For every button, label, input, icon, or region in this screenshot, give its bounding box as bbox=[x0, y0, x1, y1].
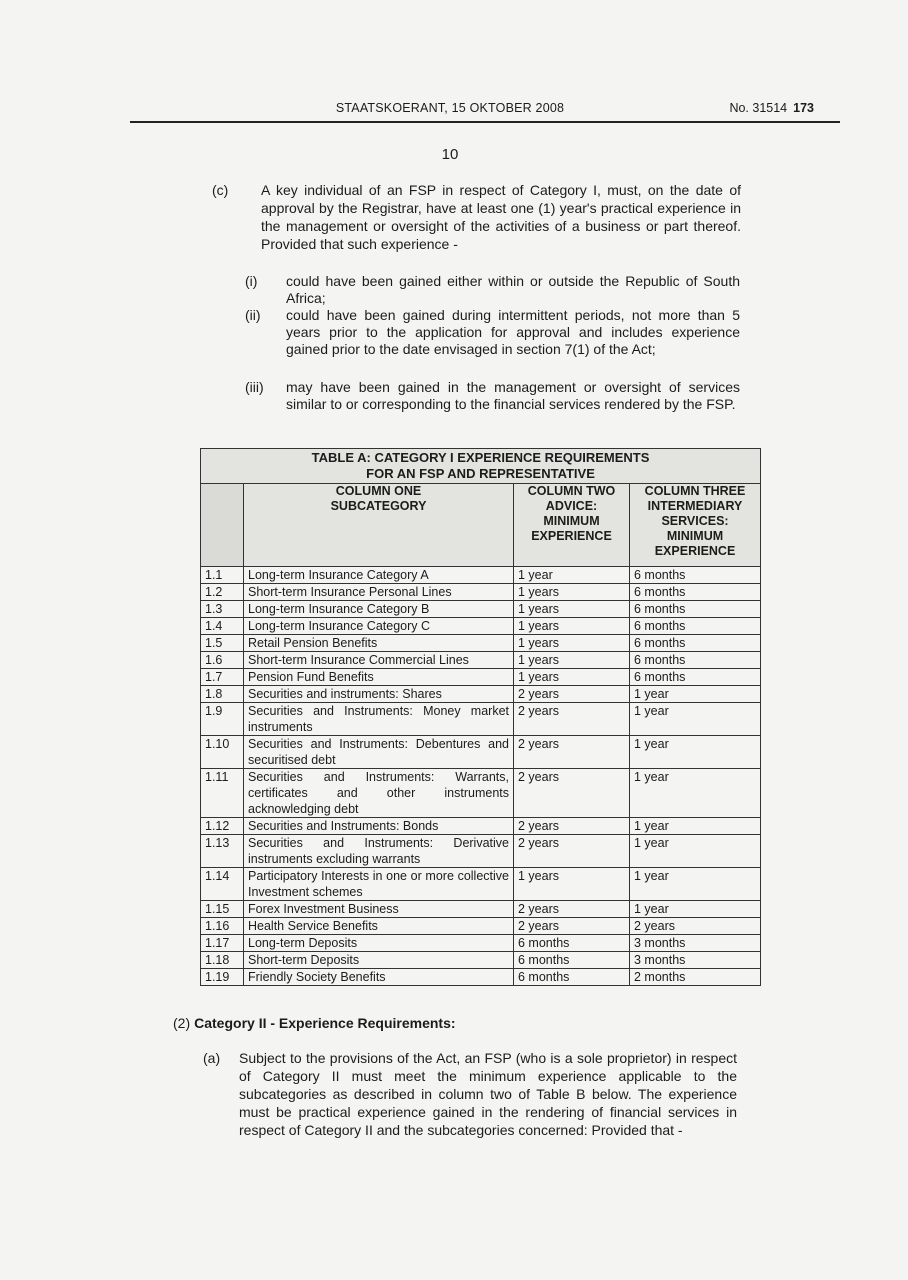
subitem-text: may have been gained in the management or oversight of services similar to or corresponding to the financial services rendered by the FSP. bbox=[286, 379, 740, 412]
advice-experience: 6 months bbox=[514, 952, 630, 969]
header-line: INTERMEDIARY bbox=[647, 499, 743, 513]
gazette-page-number: 173 bbox=[793, 101, 814, 115]
subitem-text: could have been gained during intermittent periods, not more than 5 years prior to the application for approval and includes experience gained prior to the date envisaged in section 7(1) of the Act; bbox=[286, 307, 740, 357]
intermediary-experience: 1 year bbox=[630, 818, 761, 835]
subcategory-name: Securities and instruments: Shares bbox=[244, 686, 514, 703]
header-line: COLUMN TWO bbox=[527, 484, 616, 498]
advice-experience: 2 years bbox=[514, 703, 630, 736]
intermediary-experience: 6 months bbox=[630, 567, 761, 584]
subcategory-number: 1.8 bbox=[201, 686, 244, 703]
section-title: Category II - Experience Requirements: bbox=[194, 1015, 456, 1031]
intermediary-experience: 6 months bbox=[630, 652, 761, 669]
subcategory-name: Securities and Instruments: Bonds bbox=[244, 818, 514, 835]
intermediary-experience: 1 year bbox=[630, 769, 761, 818]
subcategory-number: 1.15 bbox=[201, 901, 244, 918]
header-num-cell bbox=[201, 484, 244, 567]
subcategory-number: 1.14 bbox=[201, 868, 244, 901]
header-line: MINIMUM bbox=[543, 514, 600, 528]
intermediary-experience: 2 months bbox=[630, 969, 761, 986]
advice-experience: 6 months bbox=[514, 935, 630, 952]
table-row bbox=[201, 969, 761, 986]
intermediary-experience: 1 year bbox=[630, 686, 761, 703]
table-row bbox=[201, 618, 761, 635]
intermediary-experience: 6 months bbox=[630, 601, 761, 618]
intermediary-experience: 1 year bbox=[630, 736, 761, 769]
advice-experience: 1 years bbox=[514, 652, 630, 669]
header-line: COLUMN ONE bbox=[335, 484, 422, 498]
advice-experience: 2 years bbox=[514, 769, 630, 818]
advice-experience: 2 years bbox=[514, 736, 630, 769]
column-one-header bbox=[244, 484, 514, 567]
table-title-row bbox=[201, 449, 761, 484]
intermediary-experience: 6 months bbox=[630, 669, 761, 686]
subitem-label: (ii) bbox=[245, 307, 261, 323]
subcategory-name: Securities and Instruments: Derivative instruments excluding warrants bbox=[244, 835, 514, 868]
page-number: 10 bbox=[441, 146, 459, 163]
advice-experience: 6 months bbox=[514, 969, 630, 986]
intermediary-experience: 1 year bbox=[630, 868, 761, 901]
subcategory-number: 1.7 bbox=[201, 669, 244, 686]
intermediary-experience: 3 months bbox=[630, 952, 761, 969]
subcategory-name: Short-term Deposits bbox=[244, 952, 514, 969]
subcategory-number: 1.2 bbox=[201, 584, 244, 601]
header-line: MINIMUM bbox=[666, 529, 724, 543]
column-two-header bbox=[514, 484, 630, 567]
table-row bbox=[201, 818, 761, 835]
advice-experience: 2 years bbox=[514, 686, 630, 703]
advice-experience: 2 years bbox=[514, 901, 630, 918]
gazette-title: STAATSKOERANT, 15 OKTOBER 2008 bbox=[335, 101, 565, 115]
intermediary-experience: 6 months bbox=[630, 618, 761, 635]
subcategory-name: Long-term Insurance Category A bbox=[244, 567, 514, 584]
column-three-header bbox=[630, 484, 761, 567]
subcategory-number: 1.3 bbox=[201, 601, 244, 618]
table-row bbox=[201, 652, 761, 669]
subcategory-number: 1.6 bbox=[201, 652, 244, 669]
subcategory-name: Long-term Insurance Category C bbox=[244, 618, 514, 635]
paragraph-text: A key individual of an FSP in respect of Category I, must, on the date of approval by the Registrar, have at least one (1) year's practical experience in the management or oversight of the activities of a business or part thereof. Provided that such experience - bbox=[261, 182, 741, 252]
header-rule bbox=[130, 121, 840, 123]
header-line: EXPERIENCE bbox=[654, 544, 736, 558]
header-line: SUBCATEGORY bbox=[330, 499, 427, 513]
subcategory-name: Friendly Society Benefits bbox=[244, 969, 514, 986]
advice-experience: 1 years bbox=[514, 868, 630, 901]
subcategory-number: 1.19 bbox=[201, 969, 244, 986]
table-row bbox=[201, 868, 761, 901]
header-line: COLUMN THREE bbox=[644, 484, 746, 498]
advice-experience: 1 years bbox=[514, 601, 630, 618]
subitem-text: could have been gained either within or outside the Republic of South Africa; bbox=[286, 273, 740, 306]
subcategory-name: Securities and Instruments: Money market instruments bbox=[244, 703, 514, 736]
table-row bbox=[201, 686, 761, 703]
intermediary-experience: 3 months bbox=[630, 935, 761, 952]
subcategory-name: Long-term Insurance Category B bbox=[244, 601, 514, 618]
subitem-label: (iii) bbox=[245, 379, 264, 395]
subcategory-name: Pension Fund Benefits bbox=[244, 669, 514, 686]
table-title-line: FOR AN FSP AND REPRESENTATIVE bbox=[366, 466, 595, 481]
paragraph-label: (c) bbox=[212, 182, 229, 198]
subcategory-name: Long-term Deposits bbox=[244, 935, 514, 952]
intermediary-experience: 2 years bbox=[630, 918, 761, 935]
table-row bbox=[201, 901, 761, 918]
table-row bbox=[201, 584, 761, 601]
intermediary-experience: 1 year bbox=[630, 835, 761, 868]
subcategory-number: 1.16 bbox=[201, 918, 244, 935]
subcategory-name: Securities and Instruments: Warrants, certificates and other instruments acknowledging debt bbox=[244, 769, 514, 818]
subcategory-name: Securities and Instruments: Debentures and securitised debt bbox=[244, 736, 514, 769]
intermediary-experience: 1 year bbox=[630, 901, 761, 918]
advice-experience: 2 years bbox=[514, 835, 630, 868]
table-row bbox=[201, 835, 761, 868]
table-row bbox=[201, 635, 761, 652]
header-line: EXPERIENCE bbox=[531, 529, 612, 543]
subcategory-name: Retail Pension Benefits bbox=[244, 635, 514, 652]
table-title-line: TABLE A: CATEGORY I EXPERIENCE REQUIREMENTS bbox=[311, 450, 650, 465]
header-line: ADVICE: bbox=[545, 499, 598, 513]
advice-experience: 1 years bbox=[514, 669, 630, 686]
table-row bbox=[201, 669, 761, 686]
subcategory-number: 1.13 bbox=[201, 835, 244, 868]
table-row bbox=[201, 736, 761, 769]
advice-experience: 2 years bbox=[514, 818, 630, 835]
intermediary-experience: 6 months bbox=[630, 635, 761, 652]
advice-experience: 1 year bbox=[514, 567, 630, 584]
subcategory-name: Participatory Interests in one or more collective Investment schemes bbox=[244, 868, 514, 901]
subcategory-number: 1.17 bbox=[201, 935, 244, 952]
header-line: SERVICES: bbox=[661, 514, 729, 528]
table-row bbox=[201, 703, 761, 736]
subcategory-name: Short-term Insurance Commercial Lines bbox=[244, 652, 514, 669]
gazette-issue bbox=[729, 101, 814, 115]
subcategory-name: Health Service Benefits bbox=[244, 918, 514, 935]
subcategory-number: 1.5 bbox=[201, 635, 244, 652]
subcategory-number: 1.11 bbox=[201, 769, 244, 818]
advice-experience: 2 years bbox=[514, 918, 630, 935]
section-2-heading bbox=[173, 1015, 456, 1031]
table-row bbox=[201, 601, 761, 618]
subcategory-number: 1.1 bbox=[201, 567, 244, 584]
table-header-row bbox=[201, 484, 761, 567]
intermediary-experience: 1 year bbox=[630, 703, 761, 736]
experience-table bbox=[200, 448, 761, 986]
subcategory-number: 1.10 bbox=[201, 736, 244, 769]
subcategory-number: 1.12 bbox=[201, 818, 244, 835]
paragraph-text: Subject to the provisions of the Act, an FSP (who is a sole proprietor) in respect of Category II must meet the minimum experience applicable to the subcategories as described in column two of Table B below. The experience must be practical experience gained in the rendering of financial services in respect of Category II and the subcategories concerned: Provided that - bbox=[239, 1050, 737, 1138]
advice-experience: 1 years bbox=[514, 584, 630, 601]
table-row bbox=[201, 769, 761, 818]
table-title bbox=[201, 449, 761, 484]
advice-experience: 1 years bbox=[514, 618, 630, 635]
table-row bbox=[201, 935, 761, 952]
subitem-label: (i) bbox=[245, 273, 258, 289]
issue-number: No. 31514 bbox=[729, 101, 788, 115]
table-row bbox=[201, 952, 761, 969]
intermediary-experience: 6 months bbox=[630, 584, 761, 601]
subcategory-name: Forex Investment Business bbox=[244, 901, 514, 918]
section-label: (2) bbox=[173, 1015, 191, 1031]
subcategory-name: Short-term Insurance Personal Lines bbox=[244, 584, 514, 601]
subcategory-number: 1.4 bbox=[201, 618, 244, 635]
advice-experience: 1 years bbox=[514, 635, 630, 652]
table-row bbox=[201, 918, 761, 935]
table-row bbox=[201, 567, 761, 584]
subcategory-number: 1.18 bbox=[201, 952, 244, 969]
paragraph-label: (a) bbox=[203, 1050, 221, 1066]
subcategory-number: 1.9 bbox=[201, 703, 244, 736]
